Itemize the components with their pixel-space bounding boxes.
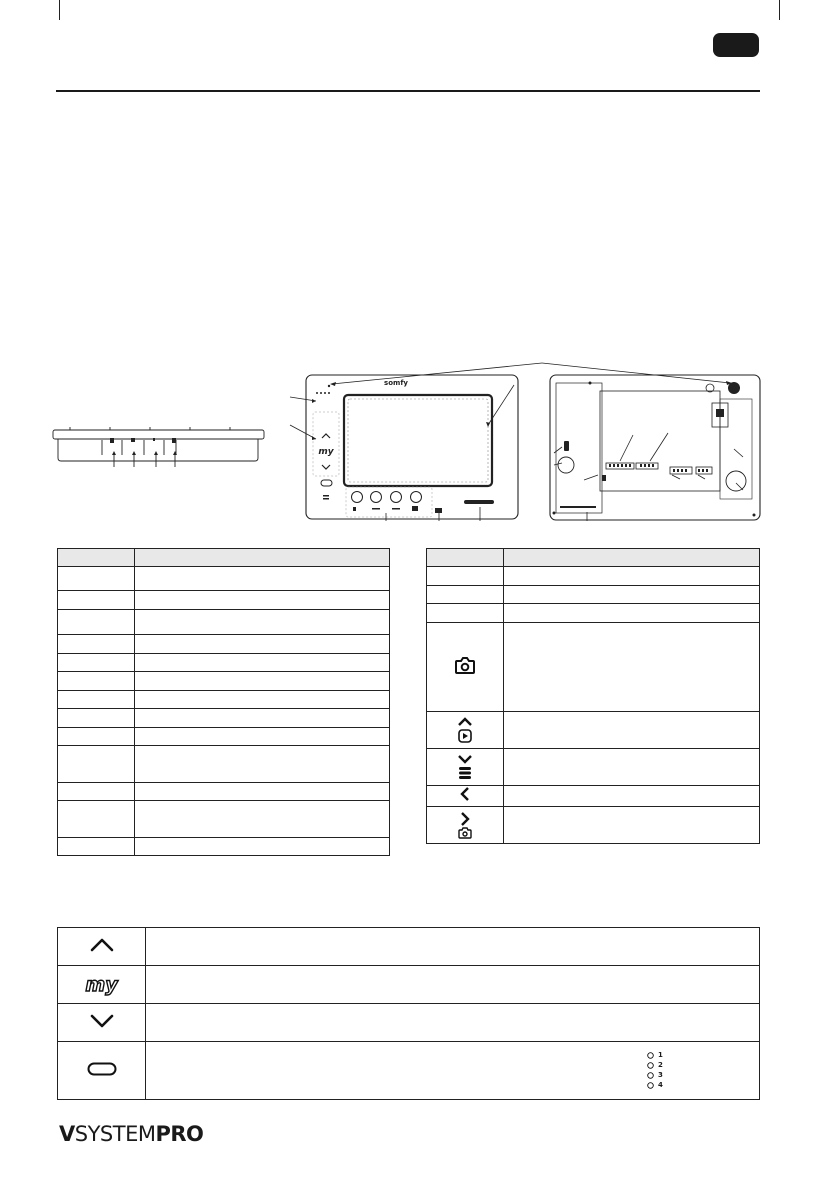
logo-part-pro: PRO: [155, 1122, 204, 1146]
led-row: [647, 1060, 677, 1070]
table-row: [427, 749, 760, 786]
table-header-row: [427, 549, 760, 567]
play-icon: [458, 729, 472, 743]
chevron-up-icon: [457, 717, 473, 727]
led-row: [647, 1070, 677, 1080]
my-key-label: my: [85, 973, 118, 996]
table-row: [58, 672, 390, 691]
camera-icon: [427, 623, 504, 712]
table-row: [427, 712, 760, 749]
device-illustration: [50, 355, 770, 525]
language-tab-badge: [713, 33, 759, 57]
camera-icon: [458, 827, 472, 839]
table-row: [58, 691, 390, 709]
table-row: [58, 1004, 760, 1042]
table-row: [427, 586, 760, 604]
rear-view: [550, 375, 760, 521]
table-row: [58, 801, 390, 838]
header-rule: [56, 90, 760, 92]
chevron-left-icon: [460, 786, 470, 802]
chevron-down-icon: [89, 1013, 115, 1029]
led-circle-icon: [647, 1062, 654, 1069]
led-row: [647, 1080, 677, 1090]
table-row: [58, 928, 760, 966]
chevron-down-icon: [457, 754, 473, 764]
crop-mark-right: [779, 0, 780, 20]
table-row: [58, 838, 390, 856]
logo-part-v: V: [59, 1122, 75, 1146]
led-indicator-list: [647, 1050, 677, 1090]
vsystempro-logo: [59, 1124, 203, 1145]
monitor-brand: somfy: [384, 379, 408, 387]
chevron-up-icon: [89, 937, 115, 953]
led-number: 1: [658, 1051, 663, 1059]
table-row: [58, 783, 390, 801]
table-row: [427, 807, 760, 844]
led-number: 4: [658, 1081, 663, 1089]
monitor-my-key: my: [318, 447, 334, 457]
left-spec-table: [57, 548, 390, 856]
table-row: [58, 610, 390, 635]
table-row: [58, 966, 760, 1004]
table-row: [58, 709, 390, 728]
led-circle-icon: [647, 1052, 654, 1059]
crop-mark-left: [59, 0, 60, 20]
led-number: 3: [658, 1071, 663, 1079]
logo-part-system: SYSTEM: [74, 1122, 156, 1146]
table-row: [58, 1042, 760, 1100]
led-number: 2: [658, 1061, 663, 1069]
table-row: [427, 786, 760, 807]
table-row: [427, 604, 760, 623]
menu-icon: [458, 766, 472, 780]
table-row: [427, 623, 760, 712]
table-row: [58, 567, 390, 591]
button-legend-table: [57, 927, 760, 1100]
chevron-right-icon: [460, 812, 470, 826]
table-row: [58, 635, 390, 654]
led-circle-icon: [647, 1072, 654, 1079]
table-row: [58, 728, 390, 746]
table-row: [58, 746, 390, 783]
right-spec-table: [426, 548, 760, 844]
table-row: [427, 567, 760, 586]
led-circle-icon: [647, 1082, 654, 1089]
table-row: [58, 654, 390, 672]
led-row: [647, 1050, 677, 1060]
stop-button-icon: [87, 1062, 117, 1076]
table-header-row: [58, 549, 390, 567]
table-row: [58, 591, 390, 610]
side-view: [53, 427, 264, 467]
